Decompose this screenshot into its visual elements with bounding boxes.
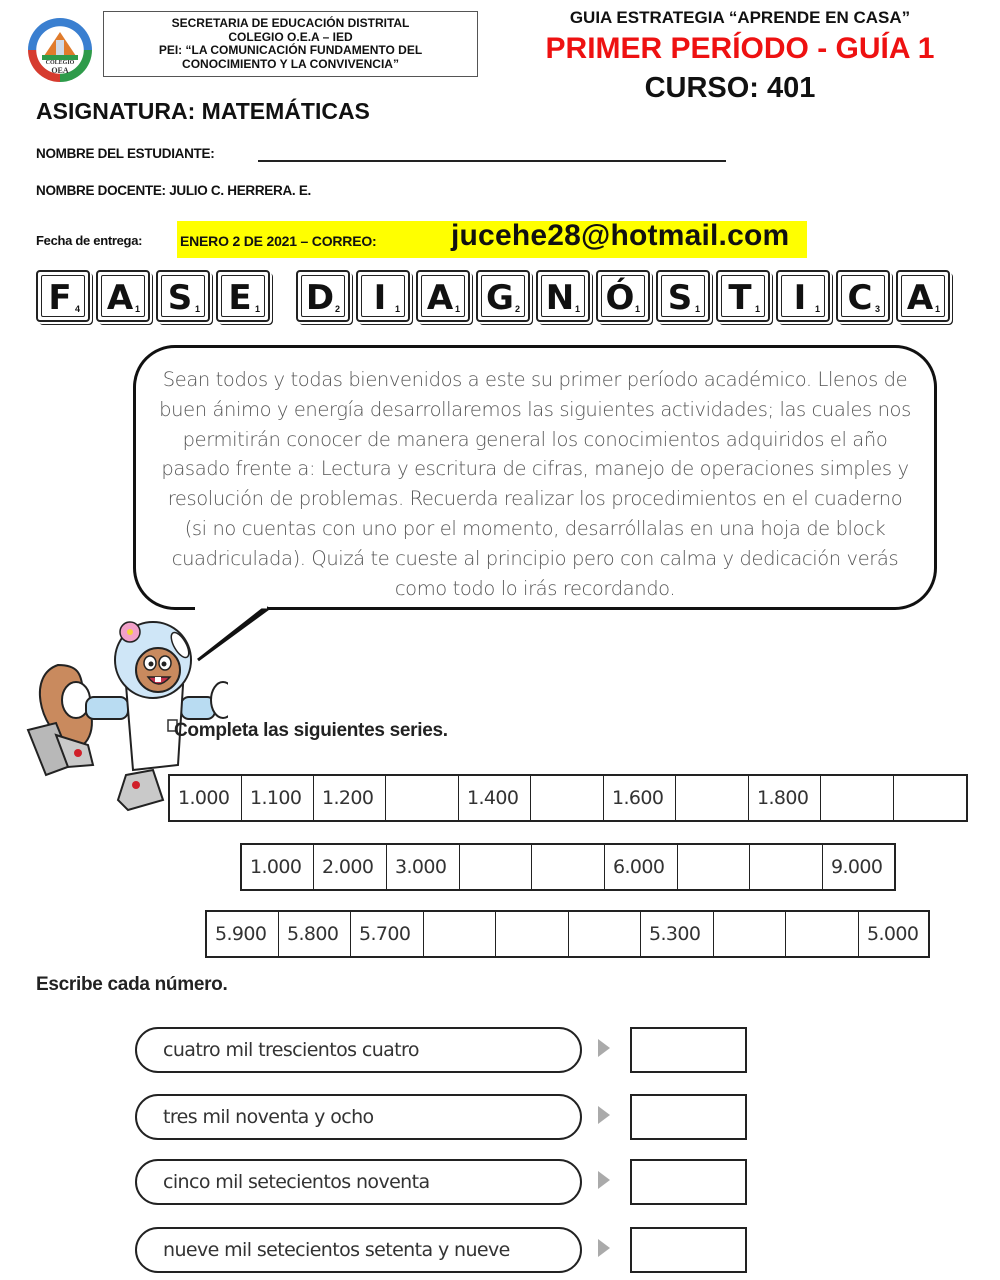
tile-letter: T — [728, 278, 752, 318]
tile-score: 2 — [514, 304, 520, 314]
answer-box[interactable] — [630, 1094, 747, 1140]
letter-tile — [896, 270, 950, 322]
letter-tile — [156, 270, 210, 322]
message-line: permitirán conocer de manera general los conocimientos adquiridos el año — [182, 427, 888, 451]
series-cell: 1.200 — [314, 776, 386, 820]
tile-letter: A — [106, 278, 134, 318]
letter-tile — [356, 270, 410, 322]
answer-box[interactable] — [630, 1159, 747, 1205]
series-blank-cell[interactable] — [894, 776, 966, 820]
letter-tile — [836, 270, 890, 322]
series-section-title: Completa las siguientes series. — [174, 720, 448, 741]
tile-letter: Ó — [605, 278, 635, 318]
tile-score: 3 — [874, 304, 880, 314]
tile-score: 1 — [454, 304, 460, 314]
fase-diagnostica-banner — [36, 270, 956, 322]
tile-letter: A — [426, 278, 454, 318]
series-blank-cell[interactable] — [676, 776, 749, 820]
series-cell: 2.000 — [314, 845, 387, 889]
letter-tile — [96, 270, 150, 322]
guide-strategy-title: GUIA ESTRATEGIA “APRENDE EN CASA” — [569, 8, 911, 27]
series-blank-cell[interactable] — [386, 776, 459, 820]
series-cell: 9.000 — [831, 856, 883, 878]
tile-letter: S — [167, 278, 193, 318]
arrow-right-icon — [598, 1106, 610, 1124]
tile-score: 1 — [574, 304, 580, 314]
school-logo — [28, 18, 92, 82]
teacher-email: jucehe28@hotmail.com — [451, 219, 790, 252]
letter-tile — [216, 270, 270, 322]
tile-letter: C — [847, 278, 873, 318]
letter-tile — [716, 270, 770, 322]
series-cell: 3.000 — [387, 845, 460, 889]
letter-tile — [596, 270, 650, 322]
logo-text-colegio: COLEGIO — [45, 60, 75, 66]
word-gap — [276, 270, 296, 322]
message-line: pasado frente a: Lectura y escritura de cifras, manejo de operaciones simples y — [161, 457, 909, 481]
course-title: CURSO: 401 — [644, 72, 816, 104]
series-blank-cell[interactable] — [496, 912, 569, 956]
series-cell: 6.000 — [605, 845, 678, 889]
logo-text-oea: OEA — [51, 66, 69, 75]
tile-score: 1 — [254, 304, 260, 314]
arrow-right-icon — [598, 1039, 610, 1057]
write-number-item — [135, 1094, 750, 1142]
letter-tile — [476, 270, 530, 322]
tile-letter: N — [545, 278, 575, 318]
series-blank-cell[interactable] — [678, 845, 750, 889]
welcome-message — [150, 365, 920, 603]
tile-letter: D — [305, 278, 335, 318]
student-name-field[interactable] — [258, 160, 726, 162]
delivery-label: Fecha de entrega: — [36, 233, 143, 248]
series-blank-cell[interactable] — [532, 845, 605, 889]
series-blank-cell[interactable] — [569, 912, 641, 956]
delivery-date: ENERO 2 DE 2021 – CORREO: — [180, 233, 377, 249]
series-cell: 1.600 — [604, 776, 676, 820]
tile-letter: G — [486, 278, 514, 318]
series-blank-cell[interactable] — [821, 776, 894, 820]
number-series-1 — [168, 774, 968, 822]
logo-tower-icon — [56, 40, 64, 56]
number-words: cinco mil setecientos noventa — [135, 1159, 582, 1205]
letter-tile — [536, 270, 590, 322]
institution-line: SECRETARIA DE EDUCACIÓN DISTRITAL — [171, 16, 410, 30]
institution-line: PEI: “LA COMUNICACIÓN FUNDAMENTO DEL — [158, 43, 423, 57]
subject-heading: ASIGNATURA: MATEMÁTICAS — [36, 98, 370, 124]
tile-score: 1 — [134, 304, 140, 314]
tile-score: 1 — [814, 304, 820, 314]
arrow-right-icon — [598, 1239, 610, 1257]
message-line: Sean todos y todas bienvenidos a este su primer período académico. Llenos de — [162, 368, 908, 391]
tile-score: 1 — [634, 304, 640, 314]
tile-letter: I — [793, 278, 807, 318]
tile-score: 2 — [334, 304, 340, 314]
number-words: tres mil noventa y ocho — [135, 1094, 582, 1140]
tile-score: 1 — [934, 304, 940, 314]
series-blank-cell[interactable] — [424, 912, 496, 956]
letter-tile — [296, 270, 350, 322]
number-words: cuatro mil trescientos cuatro — [135, 1027, 582, 1073]
series-cell: 1.100 — [242, 776, 314, 820]
series-blank-cell[interactable] — [786, 912, 859, 956]
series-cell: 1.000 — [170, 776, 242, 820]
tile-letter: F — [48, 278, 72, 318]
tile-score: 1 — [394, 304, 400, 314]
tile-letter: S — [667, 278, 693, 318]
message-line: buen ánimo y energía desarrollaremos las siguientes actividades; las cuales nos — [159, 397, 911, 421]
series-blank-cell[interactable] — [460, 845, 532, 889]
institution-line: COLEGIO O.E.A – IED — [228, 29, 353, 44]
tile-letter: E — [228, 278, 252, 318]
letter-tile — [416, 270, 470, 322]
answer-box[interactable] — [630, 1227, 747, 1273]
arrow-right-icon — [598, 1171, 610, 1189]
series-cell: 5.700 — [351, 912, 424, 956]
tile-letter: A — [906, 278, 934, 318]
series-cell: 1.400 — [459, 776, 531, 820]
write-number-item — [135, 1159, 750, 1207]
tile-score: 1 — [694, 304, 700, 314]
period-title: PRIMER PERÍODO - GUÍA 1 — [545, 32, 935, 65]
number-series-2 — [240, 843, 896, 891]
tile-letter: I — [373, 278, 387, 318]
series-cell: 1.800 — [749, 776, 821, 820]
series-blank-cell[interactable] — [531, 776, 604, 820]
number-words: nueve mil setecientos setenta y nueve — [135, 1227, 582, 1273]
tile-score: 1 — [194, 304, 200, 314]
number-series-3 — [205, 910, 930, 958]
teacher-name: NOMBRE DOCENTE: JULIO C. HERRERA. E. — [36, 183, 311, 198]
letter-tile — [36, 270, 90, 322]
series-cell: 5.900 — [207, 912, 279, 956]
message-line: como todo lo irás recordando. — [394, 576, 676, 600]
write-numbers-title: Escribe cada número. — [36, 974, 228, 995]
write-number-item — [135, 1027, 750, 1075]
letter-tile — [656, 270, 710, 322]
series-cell: 5.800 — [279, 912, 351, 956]
answer-box[interactable] — [630, 1027, 747, 1073]
series-cell: 5.000 — [867, 923, 919, 945]
write-number-item — [135, 1227, 750, 1275]
institution-line: CONOCIMIENTO Y LA CONVIVENCIA” — [182, 56, 399, 71]
message-line: (si no cuentas con uno por el momento, desarróllalas en una hoja de block — [184, 516, 886, 540]
tile-score: 4 — [74, 304, 80, 314]
student-name-label: NOMBRE DEL ESTUDIANTE: — [36, 146, 215, 161]
series-blank-cell[interactable] — [750, 845, 823, 889]
message-line: resolución de problemas. Recuerda realizar los procedimientos en el cuaderno — [167, 487, 903, 511]
letter-tile — [776, 270, 830, 322]
series-cell: 5.300 — [641, 912, 714, 956]
tile-score: 1 — [754, 304, 760, 314]
message-line: cuadriculada). Quizá te cueste al principio pero con calma y dedicación verás — [171, 546, 899, 570]
series-blank-cell[interactable] — [714, 912, 786, 956]
series-cell: 1.000 — [242, 845, 314, 889]
institution-box — [103, 11, 478, 77]
